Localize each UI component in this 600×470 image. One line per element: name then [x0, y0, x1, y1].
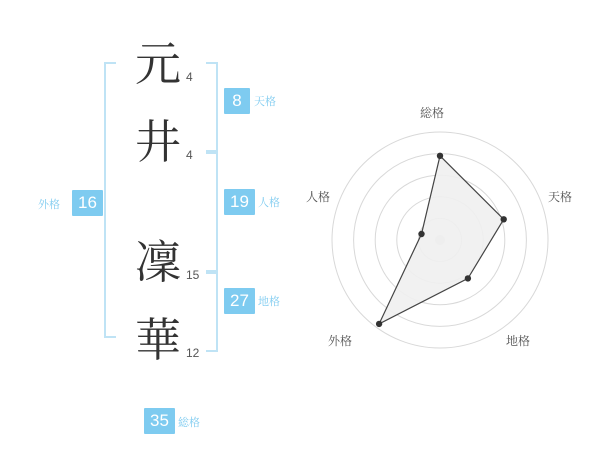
bracket-outer: [104, 62, 116, 338]
score-badge-chikaku: 27: [224, 288, 255, 314]
radar-data-point: [501, 216, 507, 222]
radar-data-point: [376, 321, 382, 327]
radar-axis-label-soukaku: 総格: [420, 106, 445, 120]
score-label-jinkaku: 人格: [258, 197, 280, 209]
radar-data-point: [437, 153, 443, 159]
radar-chart: [306, 106, 573, 375]
radar-data-point: [418, 231, 424, 237]
score-label-gaikaku: 外格: [38, 199, 60, 211]
bracket-jinkaku: [206, 150, 218, 274]
radar-axis-label-jinkaku: 人格: [306, 190, 331, 204]
score-label-soukaku: 総格: [178, 417, 200, 429]
radar-axis-label-tenkaku: 天格: [548, 190, 573, 204]
radar-axis-label-chikaku: 地格: [506, 334, 531, 348]
bracket-tenkaku: [206, 62, 218, 154]
kanji-strokes-2: 4: [186, 148, 193, 162]
score-label-chikaku: 地格: [258, 296, 280, 308]
score-label-tenkaku: 天格: [254, 96, 276, 108]
kanji-char-2: 井: [135, 117, 181, 168]
score-badge-jinkaku: 19: [224, 189, 255, 215]
radar-data-point: [465, 275, 471, 281]
score-badge-soukaku: 35: [144, 408, 175, 434]
kanji-char-3: 凜: [135, 237, 181, 288]
kanji-char-1: 元: [135, 39, 181, 90]
kanji-strokes-3: 15: [186, 268, 200, 282]
kanji-strokes-1: 4: [186, 70, 193, 84]
score-badge-tenkaku: 8: [224, 88, 250, 114]
radar-series-polygon: [379, 156, 504, 324]
bracket-chikaku: [206, 270, 218, 352]
kanji-char-4: 華: [135, 315, 181, 366]
radar-axis-label-gaikaku: 外格: [328, 334, 353, 348]
score-badge-gaikaku: 16: [72, 190, 103, 216]
kanji-strokes-4: 12: [186, 346, 200, 360]
radar-chart-svg: [310, 110, 573, 370]
